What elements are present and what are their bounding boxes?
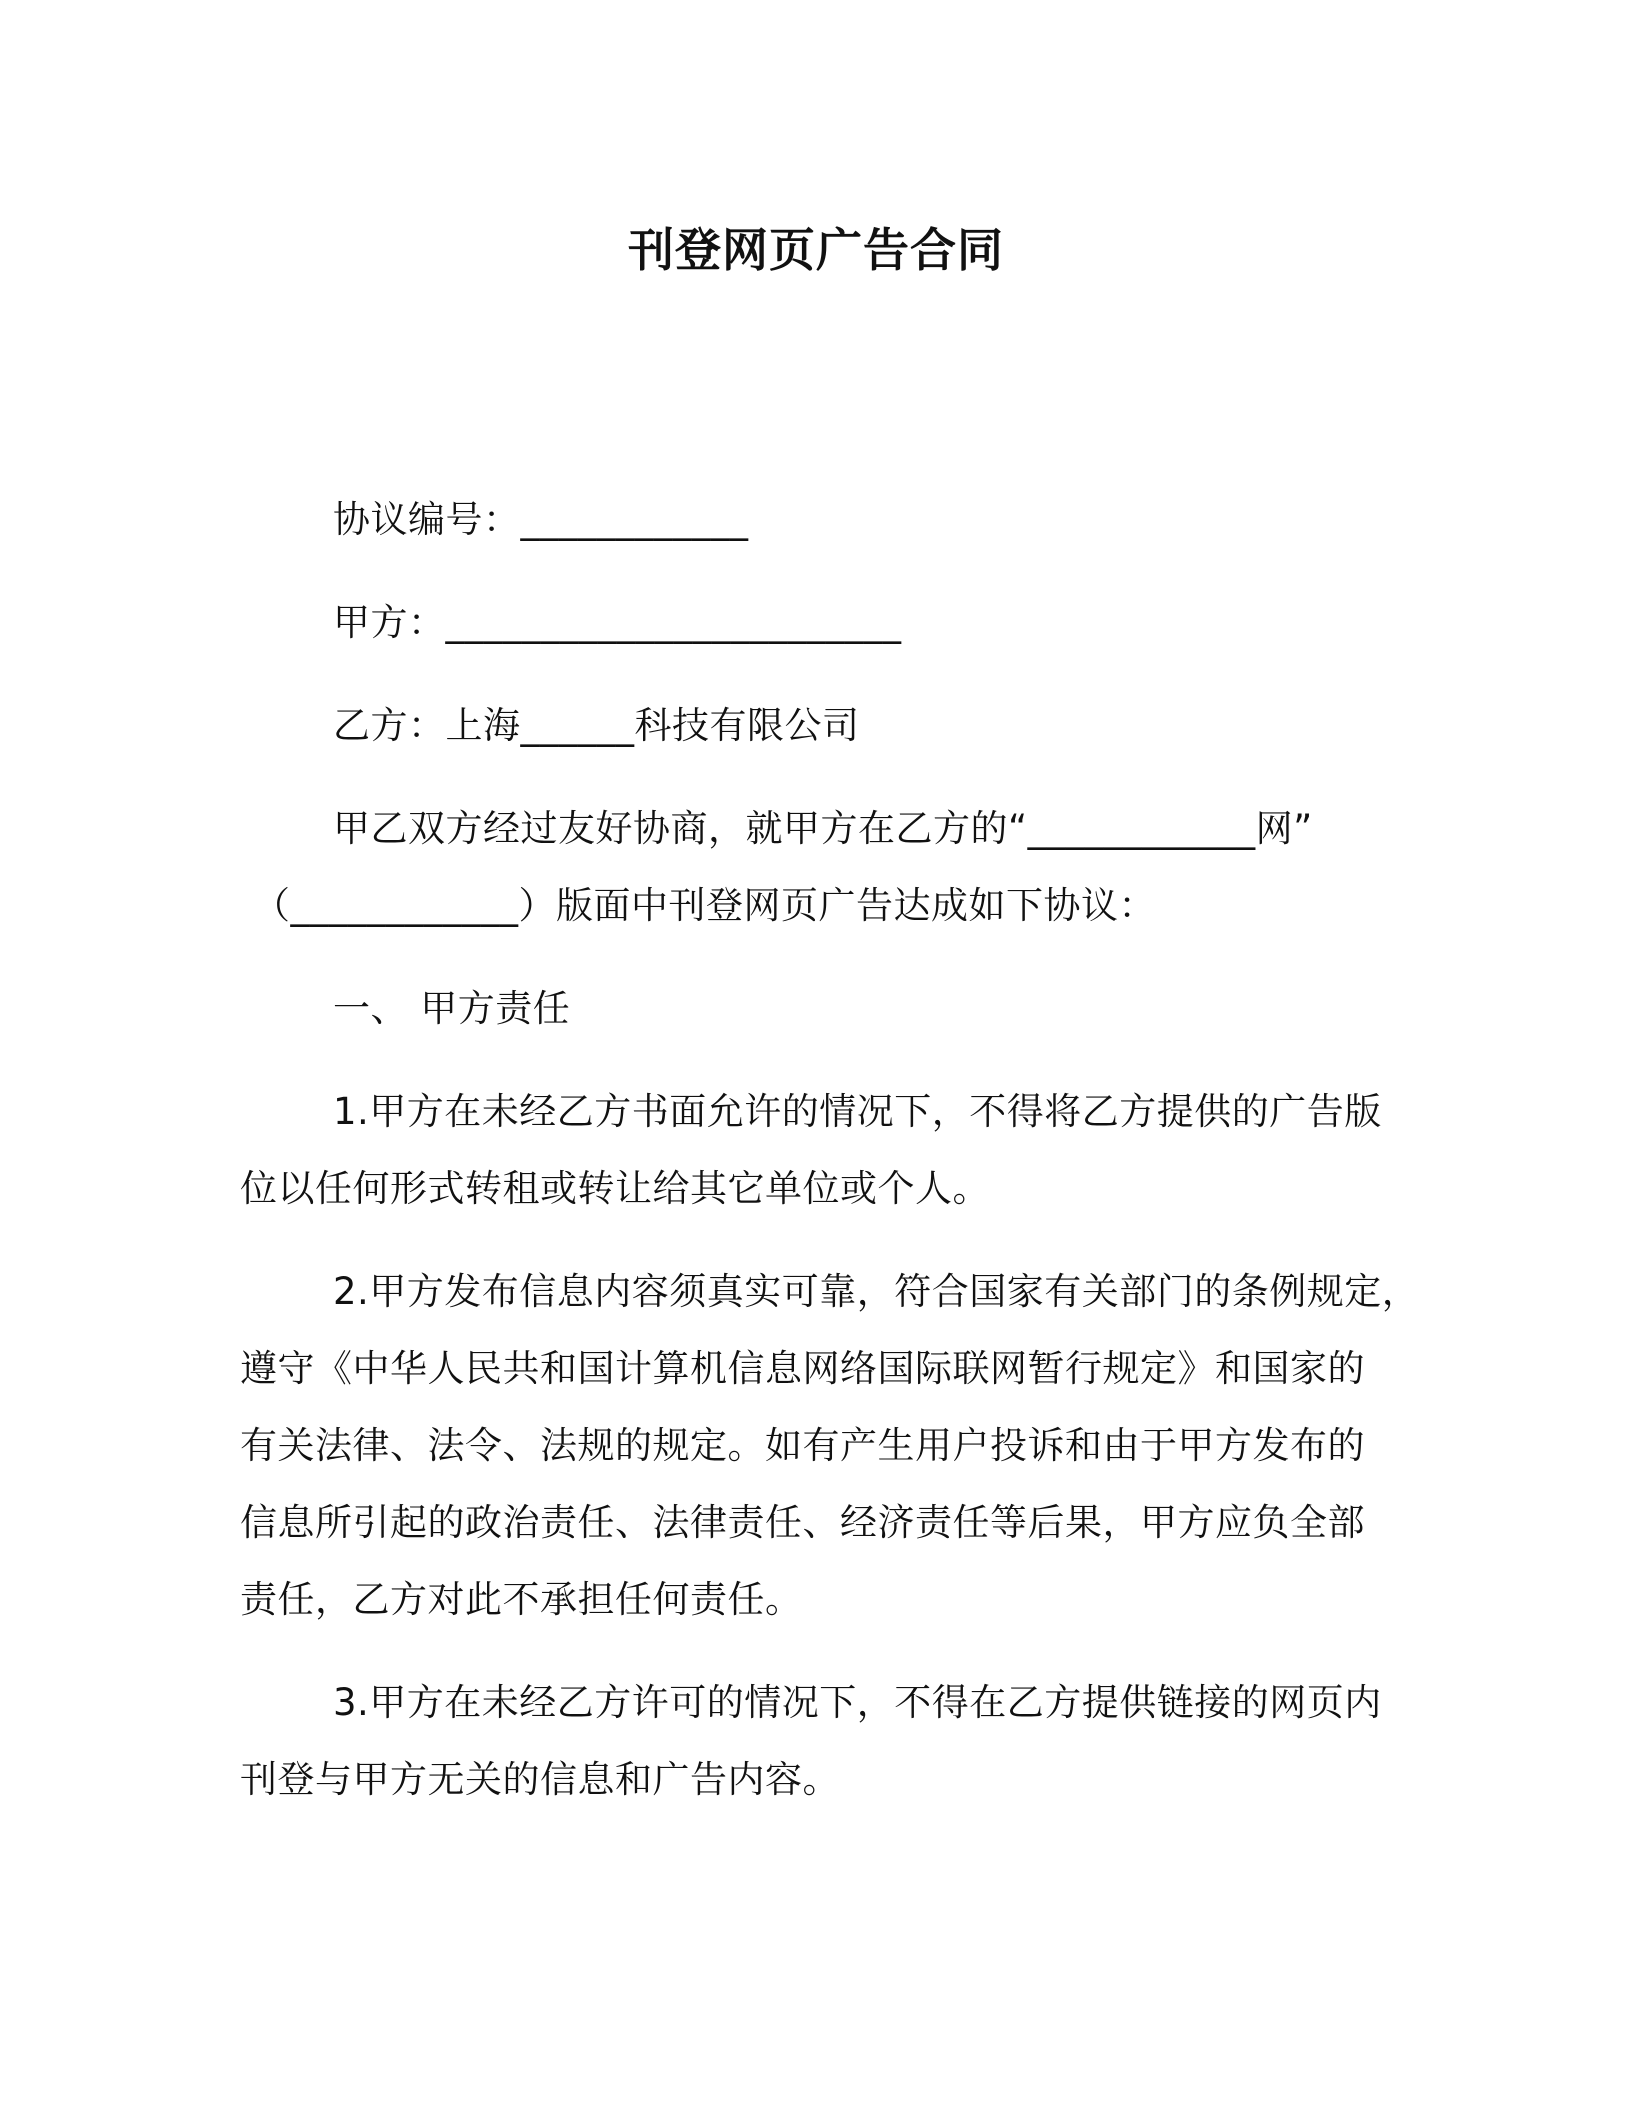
clause-2-line-5: 责任，乙方对此不承担任何责任。 (240, 1578, 803, 1621)
clause-1-line-2: 位以任何形式转租或转让给其它单位或个人。 (240, 1167, 990, 1210)
preamble-line-2: （____________）版面中刊登网页广告达成如下协议： (253, 884, 1156, 927)
clause-1-line-1: 1.甲方在未经乙方书面允许的情况下，不得将乙方提供的广告版 (333, 1090, 1382, 1133)
clause-2-line-3: 有关法律、法令、法规的规定。如有产生用户投诉和由于甲方发布的 (240, 1424, 1365, 1467)
document-title: 刊登网页广告合同 (628, 223, 1004, 277)
clause-3-line-2: 刊登与甲方无关的信息和广告内容。 (240, 1758, 840, 1801)
clause-2-line-1: 2.甲方发布信息内容须真实可靠，符合国家有关部门的条例规定， (333, 1270, 1420, 1313)
agreement-number-line: 协议编号：____________ (333, 498, 749, 541)
party-a-line: 甲方：________________________ (333, 601, 902, 644)
clause-2-line-4: 信息所引起的政治责任、法律责任、经济责任等后果，甲方应负全部 (240, 1501, 1365, 1544)
clause-2-line-2: 遵守《中华人民共和国计算机信息网络国际联网暂行规定》和国家的 (240, 1347, 1365, 1390)
preamble-line-1: 甲乙双方经过友好协商，就甲方在乙方的“____________网” (333, 807, 1313, 850)
clause-3-line-1: 3.甲方在未经乙方许可的情况下，不得在乙方提供链接的网页内 (333, 1681, 1382, 1724)
section-heading-party-a-duties: 一、 甲方责任 (333, 987, 571, 1030)
party-b-line: 乙方：上海______科技有限公司 (333, 704, 860, 747)
